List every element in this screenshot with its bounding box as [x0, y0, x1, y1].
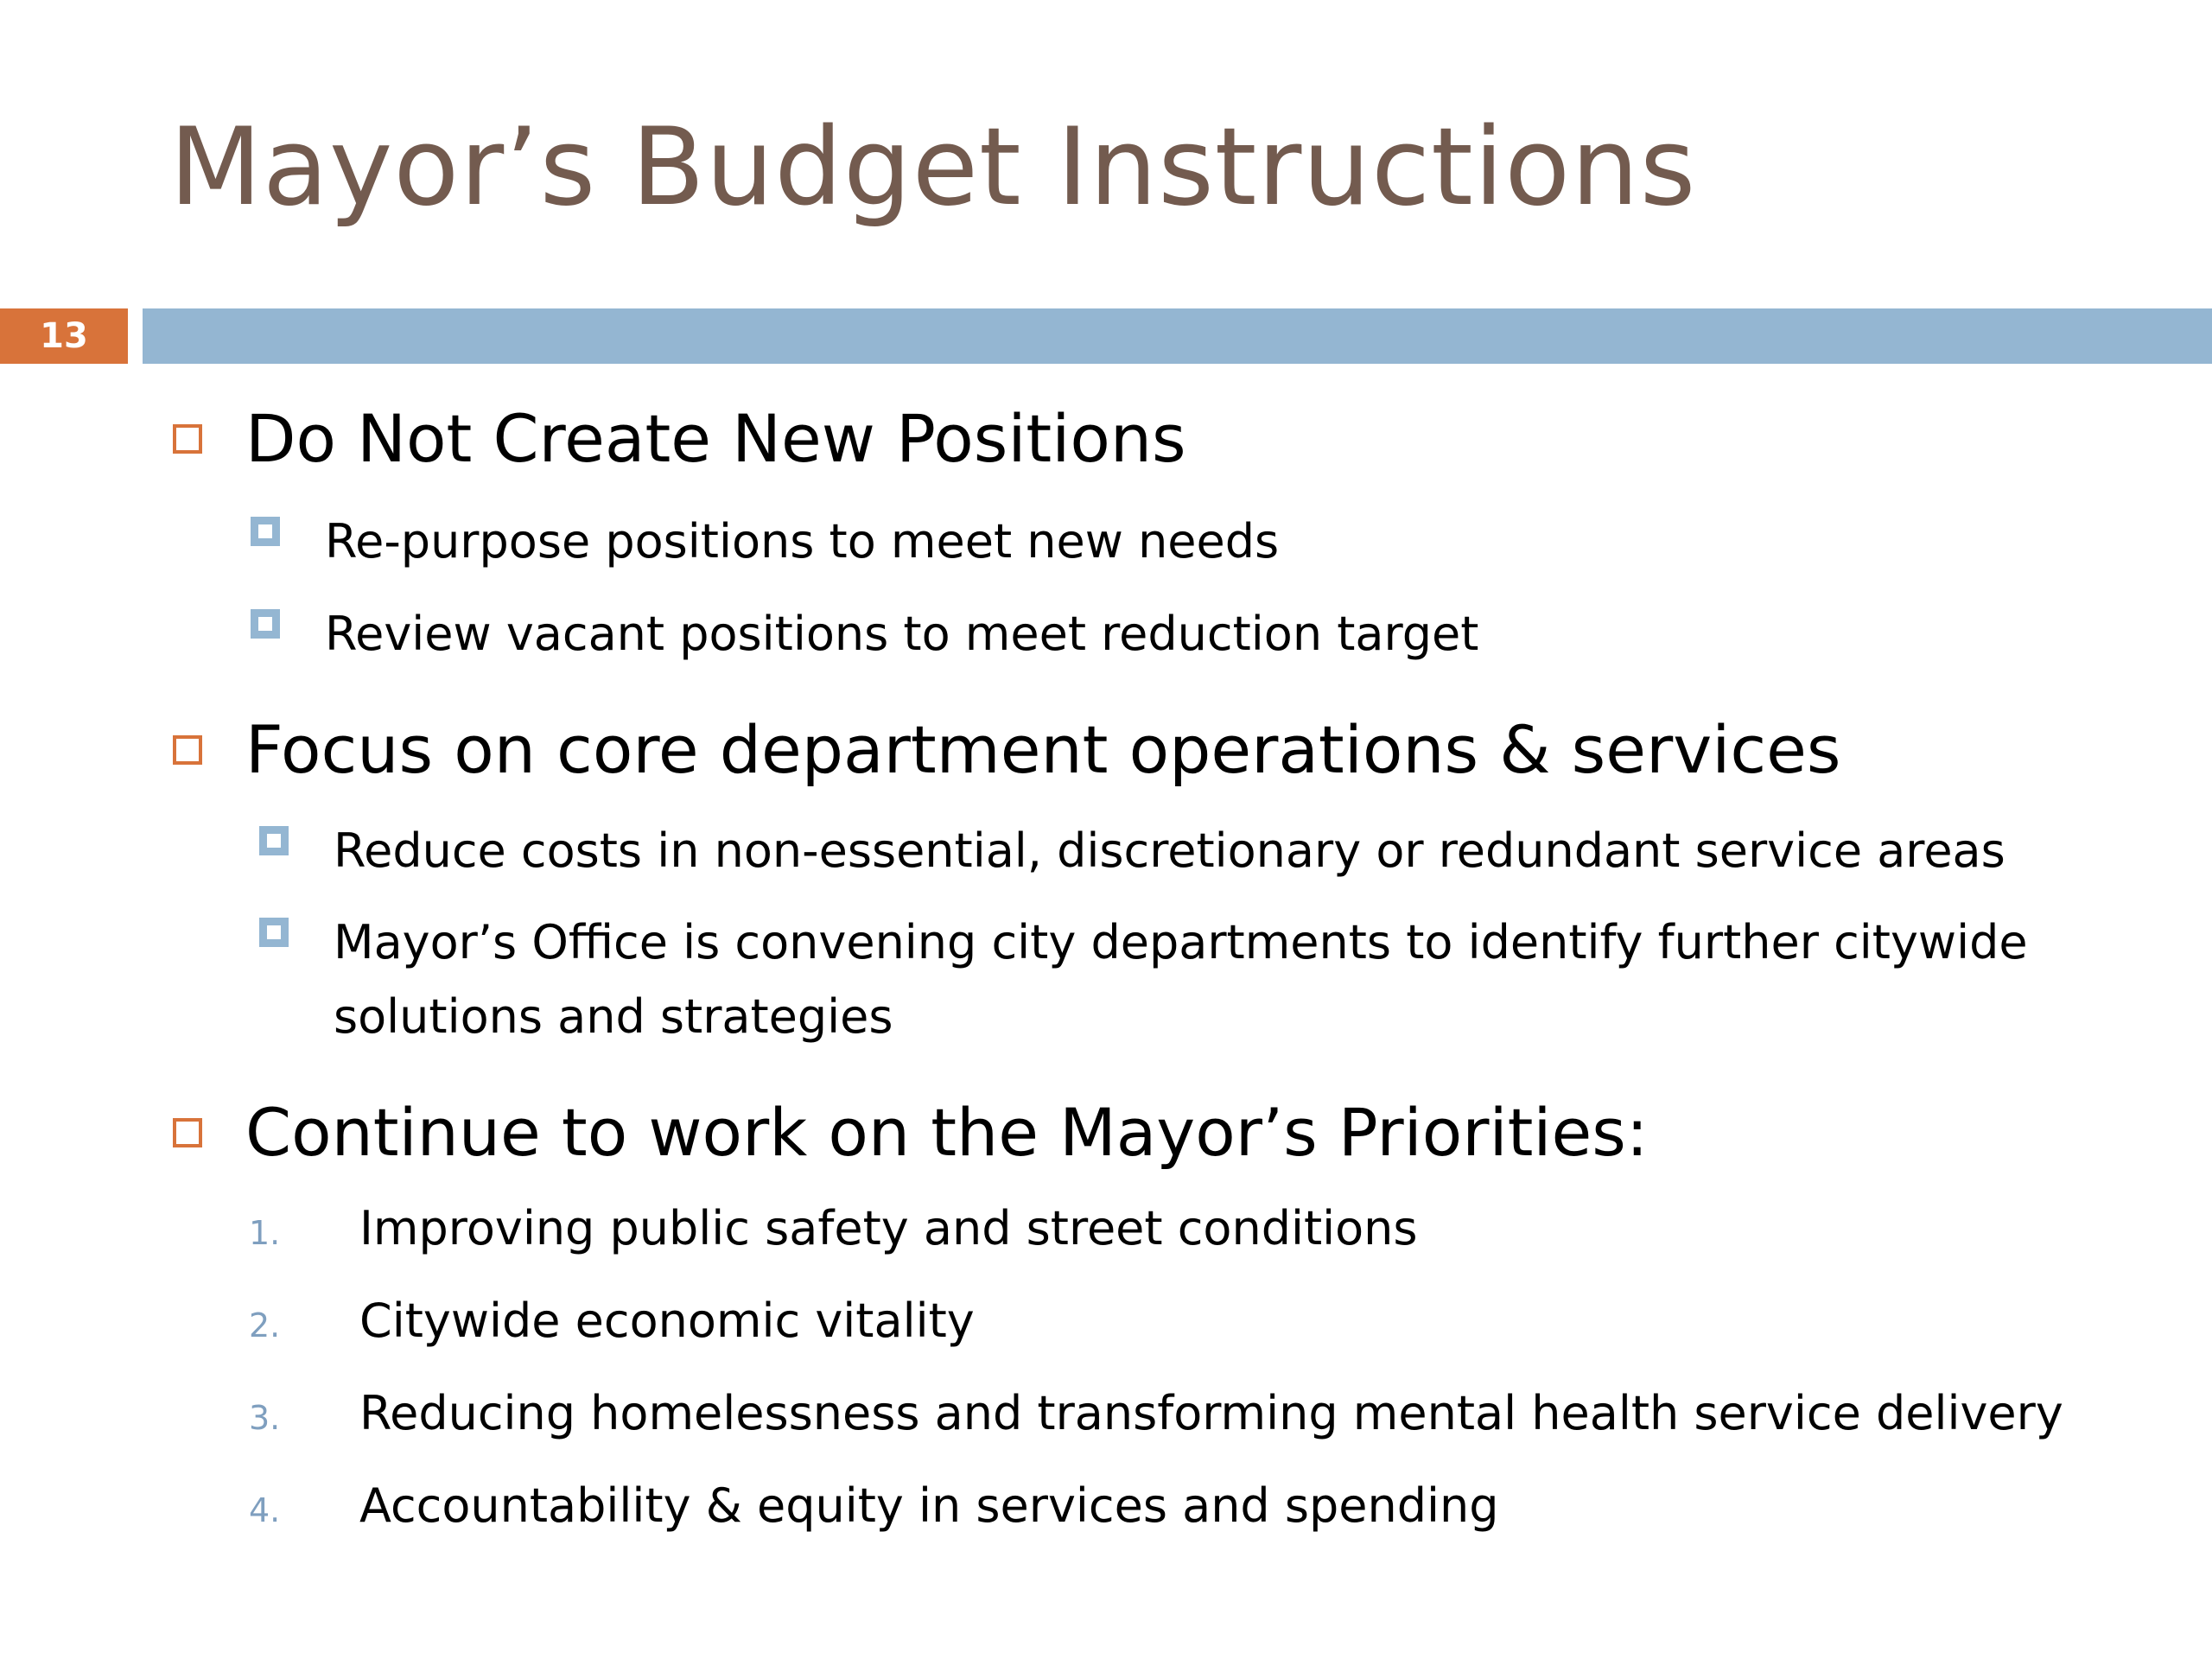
bullet-text: Continue to work on the Mayor’s Priorities:: [245, 1094, 1649, 1171]
sub-bullet-text: Re-purpose positions to meet new needs: [325, 514, 1280, 569]
sub-bullet-item: [251, 597, 2148, 671]
numbered-item-text: Citywide economic vitality: [359, 1294, 975, 1348]
list-number: 1.: [249, 1214, 281, 1252]
numbered-item: [249, 1386, 2063, 1440]
list-number: 4.: [249, 1491, 281, 1529]
sub-bullet-text: Mayor’s Office is convening city departments to identify further citywide solutions and strategies: [334, 915, 2028, 1044]
numbered-item-text: Reducing homelessness and transforming mental health service delivery: [359, 1386, 2063, 1440]
numbered-item-text: Improving public safety and street conditions: [359, 1201, 1418, 1255]
list-number: 3.: [249, 1399, 281, 1437]
square-bullet-icon: [259, 826, 289, 855]
bullet-item: [173, 400, 1186, 477]
hollow-square-bullet-icon: [173, 735, 202, 765]
slide-number-badge: 13: [0, 308, 128, 364]
sub-bullet-item: [259, 906, 2157, 1054]
list-number: 2.: [249, 1306, 281, 1344]
bullet-text: Focus on core department operations & services: [245, 711, 1841, 788]
numbered-item: [249, 1294, 975, 1348]
bullet-text: Do Not Create New Positions: [245, 400, 1186, 477]
bullet-item: [173, 1094, 1649, 1171]
sub-bullet-text: Reduce costs in non-essential, discretionary or redundant service areas: [334, 823, 2005, 878]
numbered-item-text: Accountability & equity in services and spending: [359, 1478, 1499, 1533]
slide-title: Mayor’s Budget Instructions: [169, 105, 1697, 230]
hollow-square-bullet-icon: [173, 424, 202, 454]
square-bullet-icon: [251, 517, 280, 546]
sub-bullet-text: Review vacant positions to meet reduction target: [325, 607, 1479, 661]
sub-bullet-item: [251, 505, 2148, 579]
numbered-item: [249, 1478, 1499, 1533]
bullet-item: [173, 711, 1841, 788]
hollow-square-bullet-icon: [173, 1118, 202, 1147]
square-bullet-icon: [259, 918, 289, 947]
sub-bullet-item: [259, 814, 2157, 888]
square-bullet-icon: [251, 609, 280, 639]
numbered-item: [249, 1201, 1418, 1255]
